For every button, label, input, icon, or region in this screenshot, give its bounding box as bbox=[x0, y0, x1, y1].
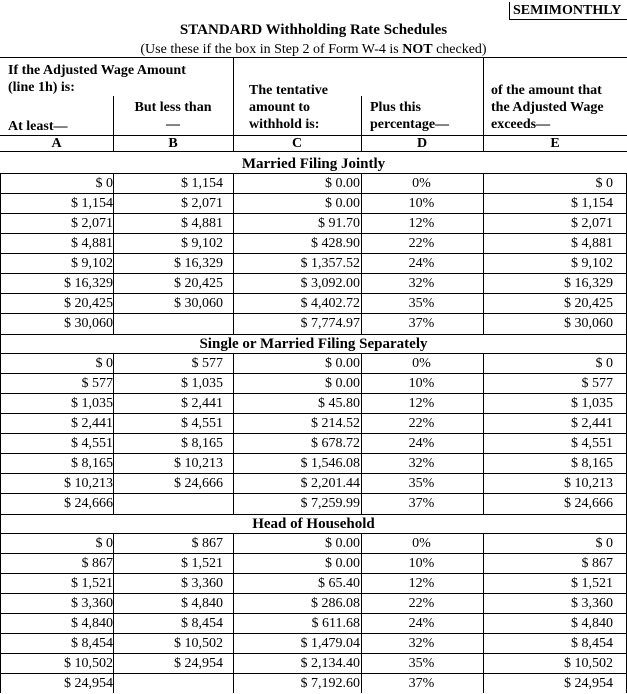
cell-but-less-than: $ 1,521 bbox=[181, 556, 223, 571]
header-tentative-line2: amount to bbox=[249, 100, 311, 115]
cell-tentative-amount: $ 286.08 bbox=[311, 596, 360, 611]
cell-tentative-amount: $ 428.90 bbox=[311, 236, 360, 251]
cell-tentative-amount: $ 1,357.52 bbox=[300, 256, 360, 271]
cell-but-less-than: $ 4,881 bbox=[181, 216, 223, 231]
cell-tentative-amount: $ 65.40 bbox=[318, 576, 360, 591]
cell-at-least: $ 0 bbox=[95, 176, 113, 191]
cell-exceeds: $ 10,502 bbox=[564, 656, 613, 671]
cell-tentative-amount: $ 0.00 bbox=[325, 536, 360, 551]
cell-exceeds: $ 4,551 bbox=[571, 436, 613, 451]
header-exceeds-line3: exceeds— bbox=[491, 117, 551, 132]
header-tentative-line3: withhold is: bbox=[249, 117, 320, 132]
table-row bbox=[0, 234, 627, 254]
cell-but-less-than bbox=[113, 494, 223, 514]
cell-tentative-amount: $ 611.68 bbox=[311, 616, 360, 631]
rule-letters-bottom bbox=[0, 151, 627, 152]
cell-but-less-than: $ 24,954 bbox=[174, 656, 223, 671]
cell-tentative-amount: $ 1,546.08 bbox=[300, 456, 360, 471]
cell-percentage: 24% bbox=[408, 436, 435, 451]
header-exceeds-line2: the Adjusted Wage bbox=[491, 100, 604, 115]
cell-tentative-amount: $ 4,402.72 bbox=[300, 296, 360, 311]
header-exceeds-line1: of the amount that bbox=[491, 83, 602, 98]
cell-exceeds: $ 24,666 bbox=[564, 496, 613, 511]
cell-exceeds: $ 577 bbox=[581, 376, 613, 391]
cell-at-least: $ 4,881 bbox=[71, 236, 113, 251]
cell-at-least: $ 1,035 bbox=[71, 396, 113, 411]
cell-but-less-than: $ 4,551 bbox=[181, 416, 223, 431]
cell-tentative-amount: $ 1,479.04 bbox=[300, 636, 360, 651]
cell-tentative-amount: $ 3,092.00 bbox=[300, 276, 360, 291]
table-row bbox=[0, 534, 627, 554]
cell-exceeds: $ 0 bbox=[595, 176, 613, 191]
header-plus-line2: percentage— bbox=[370, 117, 450, 132]
table-row bbox=[0, 574, 627, 594]
cell-at-least: $ 4,840 bbox=[71, 616, 113, 631]
cell-but-less-than: $ 1,154 bbox=[181, 176, 223, 191]
cell-percentage: 37% bbox=[408, 676, 435, 691]
cell-exceeds: $ 4,881 bbox=[571, 236, 613, 251]
cell-percentage: 0% bbox=[412, 356, 431, 371]
table-row bbox=[0, 674, 627, 694]
cell-but-less-than: $ 577 bbox=[191, 356, 223, 371]
cell-exceeds: $ 0 bbox=[595, 536, 613, 551]
cell-at-least: $ 577 bbox=[81, 376, 113, 391]
cell-at-least: $ 30,060 bbox=[64, 316, 113, 331]
section-title: Married Filing Jointly bbox=[241, 156, 386, 172]
cell-but-less-than: $ 30,060 bbox=[174, 296, 223, 311]
cell-percentage: 12% bbox=[408, 576, 435, 591]
cell-but-less-than: $ 10,502 bbox=[174, 636, 223, 651]
cell-exceeds: $ 2,071 bbox=[571, 216, 613, 231]
table-row bbox=[0, 314, 627, 334]
cell-but-less-than: $ 8,165 bbox=[181, 436, 223, 451]
cell-but-less-than: $ 3,360 bbox=[181, 576, 223, 591]
table-row bbox=[0, 454, 627, 474]
table-row bbox=[0, 554, 627, 574]
cell-exceeds: $ 24,954 bbox=[564, 676, 613, 691]
cell-tentative-amount: $ 0.00 bbox=[325, 556, 360, 571]
header-plus-line1: Plus this bbox=[370, 100, 421, 115]
cell-at-least: $ 1,521 bbox=[71, 576, 113, 591]
cell-tentative-amount: $ 7,192.60 bbox=[300, 676, 360, 691]
rule-section-bottom bbox=[0, 514, 627, 515]
table-title: STANDARD Withholding Rate Schedules bbox=[179, 22, 448, 38]
cell-percentage: 35% bbox=[408, 296, 435, 311]
cell-percentage: 24% bbox=[408, 256, 435, 271]
cell-at-least: $ 1,154 bbox=[71, 196, 113, 211]
table-row bbox=[0, 434, 627, 454]
cell-percentage: 10% bbox=[408, 556, 435, 571]
cell-but-less-than: $ 4,840 bbox=[181, 596, 223, 611]
table-row bbox=[0, 474, 627, 494]
cell-exceeds: $ 16,329 bbox=[564, 276, 613, 291]
subtitle-bold: NOT bbox=[402, 42, 433, 57]
table-row bbox=[0, 194, 627, 214]
cell-percentage: 0% bbox=[412, 536, 431, 551]
cell-but-less-than: $ 2,441 bbox=[181, 396, 223, 411]
cell-but-less-than bbox=[113, 674, 223, 694]
cell-tentative-amount: $ 678.72 bbox=[311, 436, 360, 451]
table-row bbox=[0, 414, 627, 434]
cell-but-less-than: $ 10,213 bbox=[174, 456, 223, 471]
cell-at-least: $ 3,360 bbox=[71, 596, 113, 611]
cell-percentage: 12% bbox=[408, 396, 435, 411]
table-row bbox=[0, 594, 627, 614]
cell-exceeds: $ 20,425 bbox=[564, 296, 613, 311]
table-row bbox=[0, 294, 627, 314]
header-at-least: At least— bbox=[8, 119, 68, 134]
header-exceeds bbox=[491, 82, 625, 133]
cell-tentative-amount: $ 7,259.99 bbox=[300, 496, 360, 511]
section-title: Head of Household bbox=[252, 516, 375, 532]
cell-exceeds: $ 10,213 bbox=[564, 476, 613, 491]
pay-period-label: SEMIMONTHLY bbox=[509, 2, 627, 20]
section-title: Single or Married Filing Separately bbox=[199, 336, 428, 352]
cell-percentage: 22% bbox=[408, 236, 435, 251]
table-title-block bbox=[0, 21, 627, 59]
column-letter-e: E bbox=[550, 136, 560, 151]
cell-at-least: $ 867 bbox=[81, 556, 113, 571]
subtitle-pre: (Use these if the box in Step 2 of Form W-4 is bbox=[140, 42, 403, 57]
rule-header-divider-2 bbox=[483, 57, 484, 151]
cell-at-least: $ 2,441 bbox=[71, 416, 113, 431]
cell-but-less-than: $ 9,102 bbox=[181, 236, 223, 251]
cell-percentage: 37% bbox=[408, 496, 435, 511]
rule-left-edge bbox=[0, 173, 1, 693]
cell-but-less-than: $ 8,454 bbox=[181, 616, 223, 631]
cell-percentage: 32% bbox=[408, 276, 435, 291]
cell-at-least: $ 9,102 bbox=[71, 256, 113, 271]
rule-header-divider-cd bbox=[361, 96, 362, 151]
header-but-less-than-line1: But less than bbox=[134, 100, 212, 115]
cell-but-less-than: $ 20,425 bbox=[174, 276, 223, 291]
cell-percentage: 35% bbox=[408, 476, 435, 491]
cell-percentage: 37% bbox=[408, 316, 435, 331]
cell-percentage: 32% bbox=[408, 636, 435, 651]
cell-tentative-amount: $ 0.00 bbox=[325, 196, 360, 211]
cell-exceeds: $ 1,035 bbox=[571, 396, 613, 411]
table-row bbox=[0, 634, 627, 654]
cell-at-least: $ 0 bbox=[95, 356, 113, 371]
cell-at-least: $ 2,071 bbox=[71, 216, 113, 231]
header-wage-amount-line2: (line 1h) is: bbox=[8, 80, 75, 95]
header-but-less-than-dash: — bbox=[166, 117, 180, 132]
cell-exceeds: $ 1,521 bbox=[571, 576, 613, 591]
rule-header-bottom bbox=[0, 135, 627, 136]
cell-tentative-amount: $ 7,774.97 bbox=[300, 316, 360, 331]
header-wage-amount bbox=[8, 62, 228, 96]
table-row bbox=[0, 214, 627, 234]
column-letter-b: B bbox=[168, 136, 178, 151]
cell-but-less-than: $ 2,071 bbox=[181, 196, 223, 211]
table-row bbox=[0, 374, 627, 394]
cell-exceeds: $ 3,360 bbox=[571, 596, 613, 611]
cell-exceeds: $ 867 bbox=[581, 556, 613, 571]
cell-exceeds: $ 8,165 bbox=[571, 456, 613, 471]
column-letter-a: A bbox=[51, 136, 62, 151]
cell-percentage: 22% bbox=[408, 596, 435, 611]
cell-percentage: 24% bbox=[408, 616, 435, 631]
cell-but-less-than: $ 16,329 bbox=[174, 256, 223, 271]
table-row bbox=[0, 354, 627, 374]
cell-exceeds: $ 2,441 bbox=[571, 416, 613, 431]
cell-exceeds: $ 8,454 bbox=[571, 636, 613, 651]
column-letter-d: D bbox=[416, 136, 428, 151]
cell-exceeds: $ 30,060 bbox=[564, 316, 613, 331]
cell-percentage: 12% bbox=[408, 216, 435, 231]
table-row bbox=[0, 254, 627, 274]
cell-tentative-amount: $ 45.80 bbox=[318, 396, 360, 411]
cell-at-least: $ 24,666 bbox=[64, 496, 113, 511]
cell-percentage: 0% bbox=[412, 176, 431, 191]
cell-exceeds: $ 9,102 bbox=[571, 256, 613, 271]
table-row bbox=[0, 494, 627, 514]
header-tentative-line1: The tentative bbox=[249, 83, 328, 98]
rule-section-bottom bbox=[0, 334, 627, 335]
header-wage-amount-line1: If the Adjusted Wage Amount bbox=[8, 63, 186, 78]
cell-at-least: $ 24,954 bbox=[64, 676, 113, 691]
cell-percentage: 10% bbox=[408, 196, 435, 211]
table-row bbox=[0, 394, 627, 414]
subtitle-post: checked) bbox=[432, 42, 487, 57]
cell-tentative-amount: $ 2,201.44 bbox=[300, 476, 360, 491]
cell-but-less-than bbox=[113, 314, 223, 334]
cell-tentative-amount: $ 0.00 bbox=[325, 376, 360, 391]
rule-header-divider-ab bbox=[113, 96, 114, 151]
cell-at-least: $ 10,213 bbox=[64, 476, 113, 491]
rule-title-bottom bbox=[0, 57, 627, 58]
cell-at-least: $ 10,502 bbox=[64, 656, 113, 671]
cell-at-least: $ 8,165 bbox=[71, 456, 113, 471]
column-letter-c: C bbox=[291, 136, 303, 151]
cell-percentage: 32% bbox=[408, 456, 435, 471]
cell-exceeds: $ 1,154 bbox=[571, 196, 613, 211]
header-but-less-than bbox=[113, 99, 233, 133]
table-row bbox=[0, 654, 627, 674]
table-row bbox=[0, 274, 627, 294]
cell-percentage: 35% bbox=[408, 656, 435, 671]
table-row bbox=[0, 174, 627, 194]
rule-header-divider-1 bbox=[233, 57, 234, 151]
cell-at-least: $ 0 bbox=[95, 536, 113, 551]
cell-percentage: 22% bbox=[408, 416, 435, 431]
cell-but-less-than: $ 867 bbox=[191, 536, 223, 551]
cell-at-least: $ 8,454 bbox=[71, 636, 113, 651]
cell-percentage: 10% bbox=[408, 376, 435, 391]
cell-but-less-than: $ 24,666 bbox=[174, 476, 223, 491]
header-tentative-amount bbox=[249, 82, 359, 133]
cell-at-least: $ 4,551 bbox=[71, 436, 113, 451]
cell-at-least: $ 16,329 bbox=[64, 276, 113, 291]
cell-tentative-amount: $ 91.70 bbox=[318, 216, 360, 231]
cell-tentative-amount: $ 2,134.40 bbox=[300, 656, 360, 671]
cell-but-less-than: $ 1,035 bbox=[181, 376, 223, 391]
cell-exceeds: $ 0 bbox=[595, 356, 613, 371]
cell-tentative-amount: $ 214.52 bbox=[311, 416, 360, 431]
cell-exceeds: $ 4,840 bbox=[571, 616, 613, 631]
table-row bbox=[0, 614, 627, 634]
cell-at-least: $ 20,425 bbox=[64, 296, 113, 311]
header-plus-percentage bbox=[370, 99, 480, 133]
cell-tentative-amount: $ 0.00 bbox=[325, 356, 360, 371]
cell-tentative-amount: $ 0.00 bbox=[325, 176, 360, 191]
